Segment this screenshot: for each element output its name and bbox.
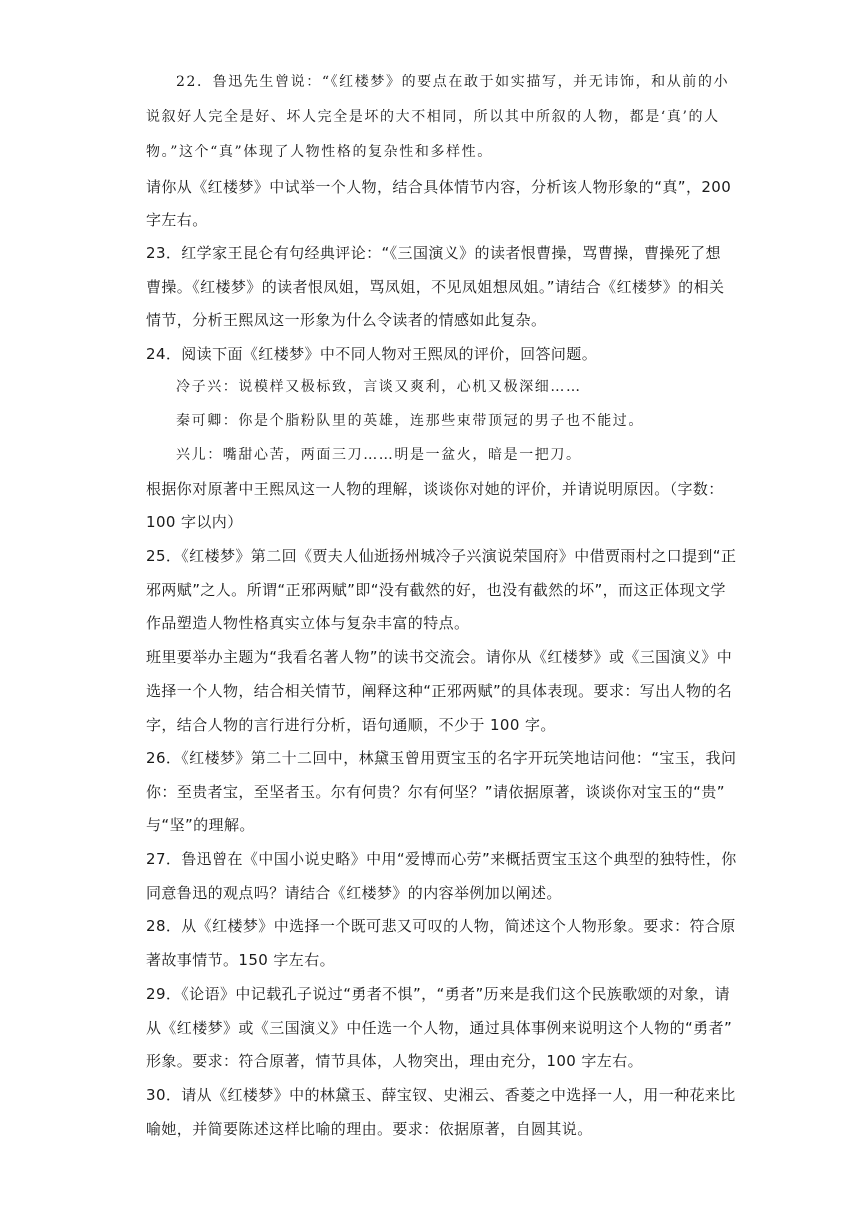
q27-line-1: 27．鲁迅曾在《中国小说史略》中用“爱博而心劳”来概括贾宝玉这个典型的独特性，你 — [146, 850, 737, 868]
q24-line-2: 根据你对原著中王熙凤这一人物的理解，谈谈你对她的评价，并请说明原因。（字数： — [146, 480, 724, 498]
q25-line-5: 选择一个人物，结合相关情节，阐释这种“正邪两赋”的具体表现。要求：写出人物的名 — [146, 682, 733, 700]
q24-line-1: 24．阅读下面《红楼梦》中不同人物对王熙凤的评价，回答问题。 — [146, 345, 598, 363]
q28-line-1: 28．从《红楼梦》中选择一个既可悲又可叹的人物，简述这个人物形象。要求：符合原 — [146, 917, 736, 935]
q30-line-1: 30．请从《红楼梦》中的林黛玉、薛宝钗、史湘云、香菱之中选择一人，用一种花来比 — [146, 1086, 736, 1104]
q23-line-3: 情节，分析王熙凤这一形象为什么令读者的情感如此复杂。 — [146, 311, 547, 329]
q22-line-2: 说叙好人完全是好、坏人完全是坏的大不相同，所以其中所叙的人物，都是‘真’的人 — [146, 109, 720, 125]
q26-line-1: 26．《红楼梦》第二十二回中，林黛玉曾用贾宝玉的名字开玩笑地诘问他：“宝玉，我问 — [146, 749, 737, 767]
q24-quote-lengzixing: 冷子兴：说模样又极标致，言谈又爽利，心机又极深细…… — [176, 379, 582, 395]
q26-line-3: 与“坚”的理解。 — [146, 816, 255, 834]
q23-line-2: 曹操。《红楼梦》的读者恨凤姐，骂凤姐，不见凤姐想凤姐。”请结合《红楼梦》的相关 — [146, 278, 725, 296]
q24-line-3: 100 字以内） — [146, 513, 243, 531]
q24-quote-xinger: 兴儿：嘴甜心苦，两面三刀……明是一盆火，暗是一把刀。 — [176, 447, 582, 463]
q22-line-1: 22．鲁迅先生曾说：“《红楼梦》的要点在敢于如实描写，并无讳饰，和从前的小 — [176, 74, 730, 90]
q29-line-3: 形象。要求：符合原著，情节具体，人物突出，理由充分，100 字左右。 — [146, 1052, 644, 1070]
q25-line-2: 邪两赋”之人。所谓“正邪两赋”即“没有截然的好，也没有截然的坏”，而这正体现文学 — [146, 581, 726, 599]
q22-line-4: 请你从《红楼梦》中试举一个人物，结合具体情节内容，分析该人物形象的“真”，200 — [146, 178, 732, 196]
q27-line-2: 同意鲁迅的观点吗？请结合《红楼梦》的内容举例加以阐述。 — [146, 884, 562, 902]
q26-line-2: 你：至贵者宝，至坚者玉。尔有何贵？尔有何坚？”请依据原著，谈谈你对宝玉的“贵” — [146, 783, 725, 801]
q25-line-1: 25．《红楼梦》第二回《贾夫人仙逝扬州城冷子兴演说荣国府》中借贾雨村之口提到“正 — [146, 547, 737, 565]
q29-line-1: 29．《论语》中记载孔子说过“勇者不惧”，“勇者”历来是我们这个民族歌颂的对象，请 — [146, 985, 731, 1003]
q28-line-2: 著故事情节。150 字左右。 — [146, 951, 335, 969]
q22-line-3: 物。”这个“真”体现了人物性格的复杂性和多样性。 — [146, 144, 493, 160]
q29-line-2: 从《红楼梦》或《三国演义》中任选一个人物，通过具体事例来说明这个人物的“勇者” — [146, 1019, 733, 1037]
q25-line-6: 字，结合人物的言行进行分析，语句通顺，不少于 100 字。 — [146, 716, 556, 734]
q25-line-3: 作品塑造人物性格真实立体与复杂丰富的特点。 — [146, 614, 470, 632]
q24-quote-qinkeqing: 秦可卿：你是个脂粉队里的英雄，连那些束带顶冠的男子也不能过。 — [176, 413, 644, 429]
q23-line-1: 23．红学家王昆仑有句经典评论：“《三国演义》的读者恨曹操，骂曹操，曹操死了想 — [146, 244, 721, 262]
q30-line-2: 喻她，并简要陈述这样比喻的理由。要求：依据原著，自圆其说。 — [146, 1120, 593, 1138]
q22-line-5: 字左右。 — [146, 211, 208, 229]
q25-line-4: 班里要举办主题为“我看名著人物”的读书交流会。请你从《红楼梦》或《三国演义》中 — [146, 648, 733, 666]
